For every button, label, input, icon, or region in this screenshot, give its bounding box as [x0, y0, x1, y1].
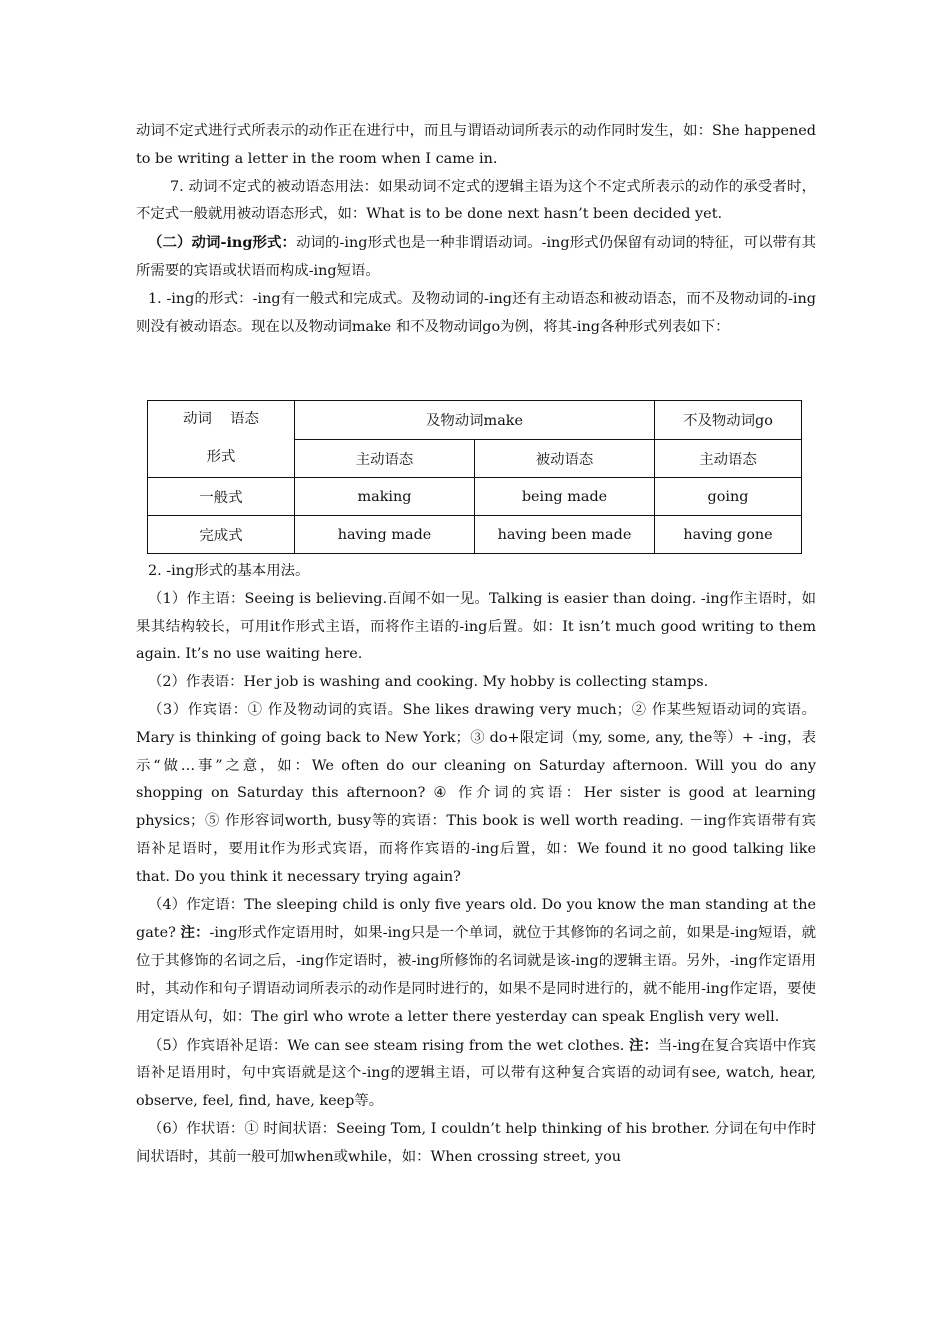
- ing-forms-paragraph: 1. -ing的形式：-ing有一般式和完成式。及物动词的-ing还有主动语态和被动语态，而不及物动词的-ing则没有被动语态。现在以及物动词make 和不及物动词go为例，将其-ing各种形式列表如下：: [136, 290, 816, 335]
- paragraph-infinitive-passive: 7. 动词不定式的被动语态用法：如果动词不定式的逻辑主语为这个不定式所表示的动作的承受者时，不定式一般就用被动语态形式，如：What is to be done next hasn’t been decided yet.: [136, 178, 816, 223]
- usage-complement-text: （5）作宾语补足语：We can see steam rising from the wet clothes.: [148, 1037, 629, 1054]
- cell-i-active: going: [655, 478, 802, 516]
- note-label: 注：: [629, 1036, 658, 1054]
- paragraph-infinitive-progressive: 动词不定式进行式所表示的动作正在进行中，而且与谓语动词所表示的动作同时发生，如：She happened to be writing a letter in the room when I came in.: [136, 123, 816, 167]
- transitive-active-label: 主动语态: [295, 439, 475, 478]
- usage-object-complement: [136, 1032, 816, 1116]
- usage-heading: 2. -ing形式的基本用法。: [148, 563, 310, 579]
- transitive-passive-label: 被动语态: [475, 439, 655, 478]
- section-intro-text: 动词的-ing形式也是一种非谓语动词。-ing形式仍保留有动词的特征，可以带有其所需要的宾语或状语而构成-ing短语。: [136, 235, 816, 279]
- section-heading: （二）动词-ing形式：: [148, 234, 297, 252]
- cell-t-active: making: [295, 478, 475, 516]
- usage-attribute-text: （4）作定语：The sleeping child is only five years old. Do you know the man standing at the gate?: [136, 896, 816, 942]
- usage-attribute-note: -ing形式作定语用时，如果-ing只是一个单词，就位于其修饰的名词之前，如果是-ing短语，就位于其修饰的名词之后，-ing作定语时，被-ing所修饰的名词就是该-ing的逻辑主语。另外，-ing作定语用时，其动作和句子谓语动词所表示的动作是同时进行的，如果不是同时进行的，就不能用-ing作定语，要使用定语从句，如：The girl who wrote a letter there yesterday can speak English very well.: [136, 925, 816, 1025]
- cell-t-active: having made: [295, 516, 475, 554]
- usage-predicative: （2）作表语：Her job is washing and cooking. My hobby is collecting stamps.: [148, 674, 709, 691]
- cell-i-active: having gone: [655, 516, 802, 554]
- section-ing-intro: [136, 229, 816, 286]
- corner-bottom-label: 形式: [206, 449, 236, 465]
- ing-usage-section: [136, 558, 816, 1172]
- usage-object: （3）作宾语：① 作及物动词的宾语。She likes drawing very much；② 作某些短语动词的宾语。 Mary is thinking of going back to New York；③ do+限定词（my, some, any, the等）+ -ing，表示“做…事”之意，如：We often do our cleaning on Saturday afternoon. Will you do any shopping on Saturday this afternoon? ④ 作介词的宾语：Her sister is good at learning physics；⑤ 作形容词worth, busy等的宾语：This book is well worth reading. －ing作宾语带有宾语补足语时，要用it作为形式宾语，而将作宾语的-ing后置，如：We found it no good talking like that. Do you think it necessary trying again?: [136, 701, 816, 885]
- form-simple: 一般式: [148, 478, 295, 516]
- table-row: [148, 516, 802, 554]
- usage-subject: （1）作主语：Seeing is believing.百闻不如一见。Talking is easier than doing. -ing作主语时，如果其结构较长，可用it作形式主语，而将作主语的-ing后置。如：It isn’t much good writing to them again. It’s no use waiting here.: [136, 590, 816, 663]
- usage-complement-note: 当-ing在复合宾语中作宾语补足语用时，句中宾语就是这个-ing的逻辑主语，可以带有这种复合宾语的动词有see, watch, hear, observe, feel, find, have, keep等。: [136, 1037, 816, 1110]
- cell-t-passive: having been made: [475, 516, 655, 554]
- note-label: 注：: [180, 924, 210, 942]
- cell-t-passive: being made: [475, 478, 655, 516]
- transitive-header: 及物动词make: [295, 401, 655, 440]
- usage-adverbial: （6）作状语：① 时间状语：Seeing Tom, I couldn’t help thinking of his brother. 分词在句中作时间状语时，其前一般可加when或while，如：When crossing street, you: [136, 1120, 816, 1165]
- form-perfect: 完成式: [148, 516, 295, 554]
- table-row: [148, 478, 802, 516]
- ing-forms-table: [147, 400, 802, 554]
- table-corner-cell: [148, 401, 295, 478]
- intransitive-active-label: 主动语态: [655, 439, 802, 478]
- intransitive-header: 不及物动词go: [655, 401, 802, 440]
- document-body: [136, 118, 816, 341]
- usage-attribute: [136, 892, 816, 1032]
- corner-top-label: 动词 语态: [183, 411, 259, 427]
